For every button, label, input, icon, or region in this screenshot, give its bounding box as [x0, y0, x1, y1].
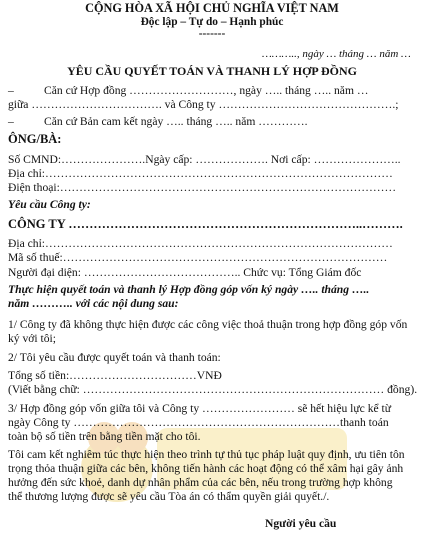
clause-1-line-1: 1/ Công ty đã không thực hiện được các công việc thoả thuận trong hợp đồng góp vốn	[8, 318, 408, 331]
basis-between-line: giữa ……………………………. và Công ty ……………………………………….;	[8, 98, 399, 111]
person-address-line: Địa chỉ:………………………………………………………………………………	[8, 167, 393, 180]
basis-dash-2: –	[8, 115, 14, 128]
signature-label: Người yêu cầu	[265, 517, 337, 530]
clause-3-line-2: ngày Công ty ……………………………………………………………thanh toán	[8, 416, 389, 429]
person-id-line: Số CMND:………………….Ngày cấp: ………………. Nơi cấp: …………………..	[8, 153, 401, 166]
company-name-line: CÔNG TY ……………………………………………………………..……….	[8, 217, 403, 231]
intro-line-1: Thực hiện quyết toán và thanh lý Hợp đồng góp vốn ký ngày ….. tháng …..	[8, 283, 370, 296]
closing-line-2: trọng thỏa thuận giữa các bên, không tiến hành các hoạt động có thể xâm hại gây ảnh	[8, 462, 404, 475]
nation-title: CỘNG HÒA XÃ HỘI CHỦ NGHĨA VIỆT NAM	[85, 1, 339, 15]
person-heading: ÔNG/BÀ:	[8, 132, 62, 146]
national-motto: Độc lập – Tự do – Hạnh phúc	[140, 16, 284, 28]
total-amount-line: Tổng số tiền:……………………………VNĐ	[8, 369, 222, 382]
intro-line-2: năm ……….. với các nội dung sau:	[8, 297, 179, 310]
clause-2: 2/ Tôi yêu cầu được quyết toán và thanh toán:	[8, 351, 221, 364]
closing-line-1: Tôi cam kết nghiêm túc thực hiện theo trình tự thủ tục pháp luật quy định, ưu tiên tôn	[8, 448, 405, 461]
motto-rule: -------	[198, 28, 226, 40]
person-phone-line: Điện thoại:……………………………………………………………………………	[8, 181, 397, 194]
clause-1-line-2: ký với tôi;	[8, 332, 56, 345]
basis-dash-1: –	[8, 84, 14, 97]
basis-contract-line: Căn cứ Hợp đồng ………………………, ngày ….. tháng ….. năm …	[44, 84, 369, 97]
closing-line-3: hưởng đến sức khoẻ, danh dự nhân phẩm của các bên, nếu trong trường hợp không	[8, 476, 393, 489]
company-request-label: Yêu cầu Công ty:	[8, 198, 91, 211]
company-address-line: Địa chỉ:………………………………………………………………………………	[8, 237, 393, 250]
company-representative-line: Người đại diện: ………………………………….. Chức vụ: Tổng Giám đốc	[8, 266, 362, 279]
clause-3-line-1: 3/ Hợp đồng góp vốn giữa tôi và Công ty …………………… sẽ hết hiệu lực kể từ	[8, 402, 392, 415]
clause-3-line-3: toàn bộ số tiền trên bằng tiền mặt cho tôi.	[8, 430, 201, 443]
amount-in-words-line: (Viết bằng chữ: …………………………………………………………………… đồng).	[8, 383, 418, 396]
basis-commitment-line: Căn cứ Bản cam kết ngày ….. tháng ….. năm ………….	[44, 115, 308, 128]
dateline: ……….., ngày … tháng … năm …	[262, 48, 411, 60]
closing-line-4: thể thương lượng được sẽ yêu cầu Tòa án có thẩm quyền giải quyết./.	[8, 490, 330, 503]
company-tax-line: Mã số thuế:…………………………………………………………………………	[8, 251, 388, 264]
document-title: YÊU CẦU QUYẾT TOÁN VÀ THANH LÝ HỢP ĐỒNG	[67, 64, 357, 78]
